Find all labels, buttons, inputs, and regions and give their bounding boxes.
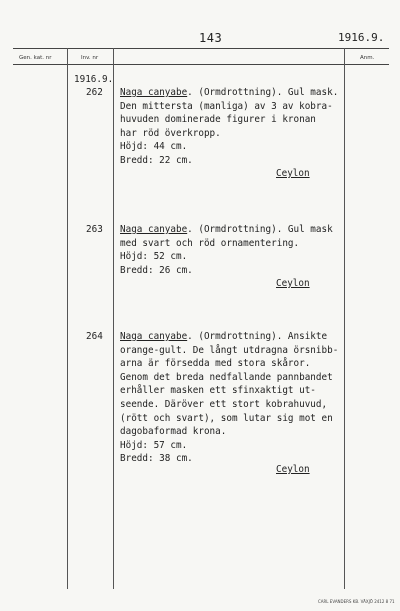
inventory-number: 263 [86, 224, 103, 235]
entry-line: Bredd: 38 cm. [120, 453, 193, 465]
entry-group-year: 1916.9. [74, 74, 114, 85]
entry-line: med svart och röd ornamentering. [120, 237, 300, 249]
inventory-number: 264 [86, 331, 103, 342]
column-header-inv-nr: Inv. nr [81, 55, 99, 61]
entry-title-line [120, 223, 333, 237]
column-header-anm: Anm. [360, 55, 375, 61]
column-header-gen-kat-nr: Gen. kat. nr [19, 55, 52, 61]
printer-mark: CARL EVANDERS KB. VÄXJÖ 2412 8 71 [318, 599, 395, 604]
inventory-number: 262 [86, 87, 103, 98]
entry-line: Genom det breda nedfallande pannbandet [120, 371, 333, 383]
entry-line: Bredd: 22 cm. [120, 154, 193, 166]
entry-title-rest: . (Ormdrottning). Gul mask [187, 224, 333, 235]
entry-line: (rött och svart), som lutar sig mot en [120, 412, 333, 424]
entry-place: Ceylon [276, 278, 310, 289]
entry-line: Höjd: 52 cm. [120, 251, 188, 263]
column-divider [113, 48, 114, 589]
header-top-rule [13, 48, 389, 49]
entry-description [120, 330, 338, 466]
header-bottom-rule [13, 64, 389, 65]
entry-line: har röd överkropp. [120, 127, 221, 139]
entry-title-rest: . (Ormdrottning). Gul mask. [187, 87, 339, 98]
entry-title-line [120, 330, 338, 344]
entry-line: seende. Däröver ett stort kobrahuvud, [120, 398, 328, 410]
entry-title: Naga canyabe [120, 331, 188, 342]
entry-line: Höjd: 57 cm. [120, 439, 188, 451]
entry-line: Höjd: 44 cm. [120, 141, 188, 153]
column-divider [67, 48, 68, 589]
entry-line: huvuden dominerade figurer i kronan [120, 114, 316, 126]
entry-title-rest: . (Ormdrottning). Ansikte [187, 331, 328, 342]
entry-title: Naga canyabe [120, 224, 188, 235]
entry-line: Bredd: 26 cm. [120, 264, 193, 276]
entry-line: arna är försedda med stora skåror. [120, 358, 311, 370]
entry-place: Ceylon [276, 464, 310, 475]
reference-year: 1916.9. [338, 31, 385, 44]
entry-line: orange-gult. De långt utdragna örsnibb- [120, 344, 339, 356]
entry-place: Ceylon [276, 168, 310, 179]
entry-description [120, 223, 333, 277]
column-divider [344, 48, 345, 589]
entry-description [120, 86, 338, 168]
page-number: 143 [199, 31, 223, 45]
entry-title-line [120, 86, 338, 100]
entry-line: erhåller masken ett sfinxaktigt ut- [120, 385, 316, 397]
entry-line: dagobaformad krona. [120, 426, 227, 438]
entry-title: Naga canyabe [120, 87, 188, 98]
entry-line: Den mittersta (manliga) av 3 av kobra- [120, 100, 333, 112]
